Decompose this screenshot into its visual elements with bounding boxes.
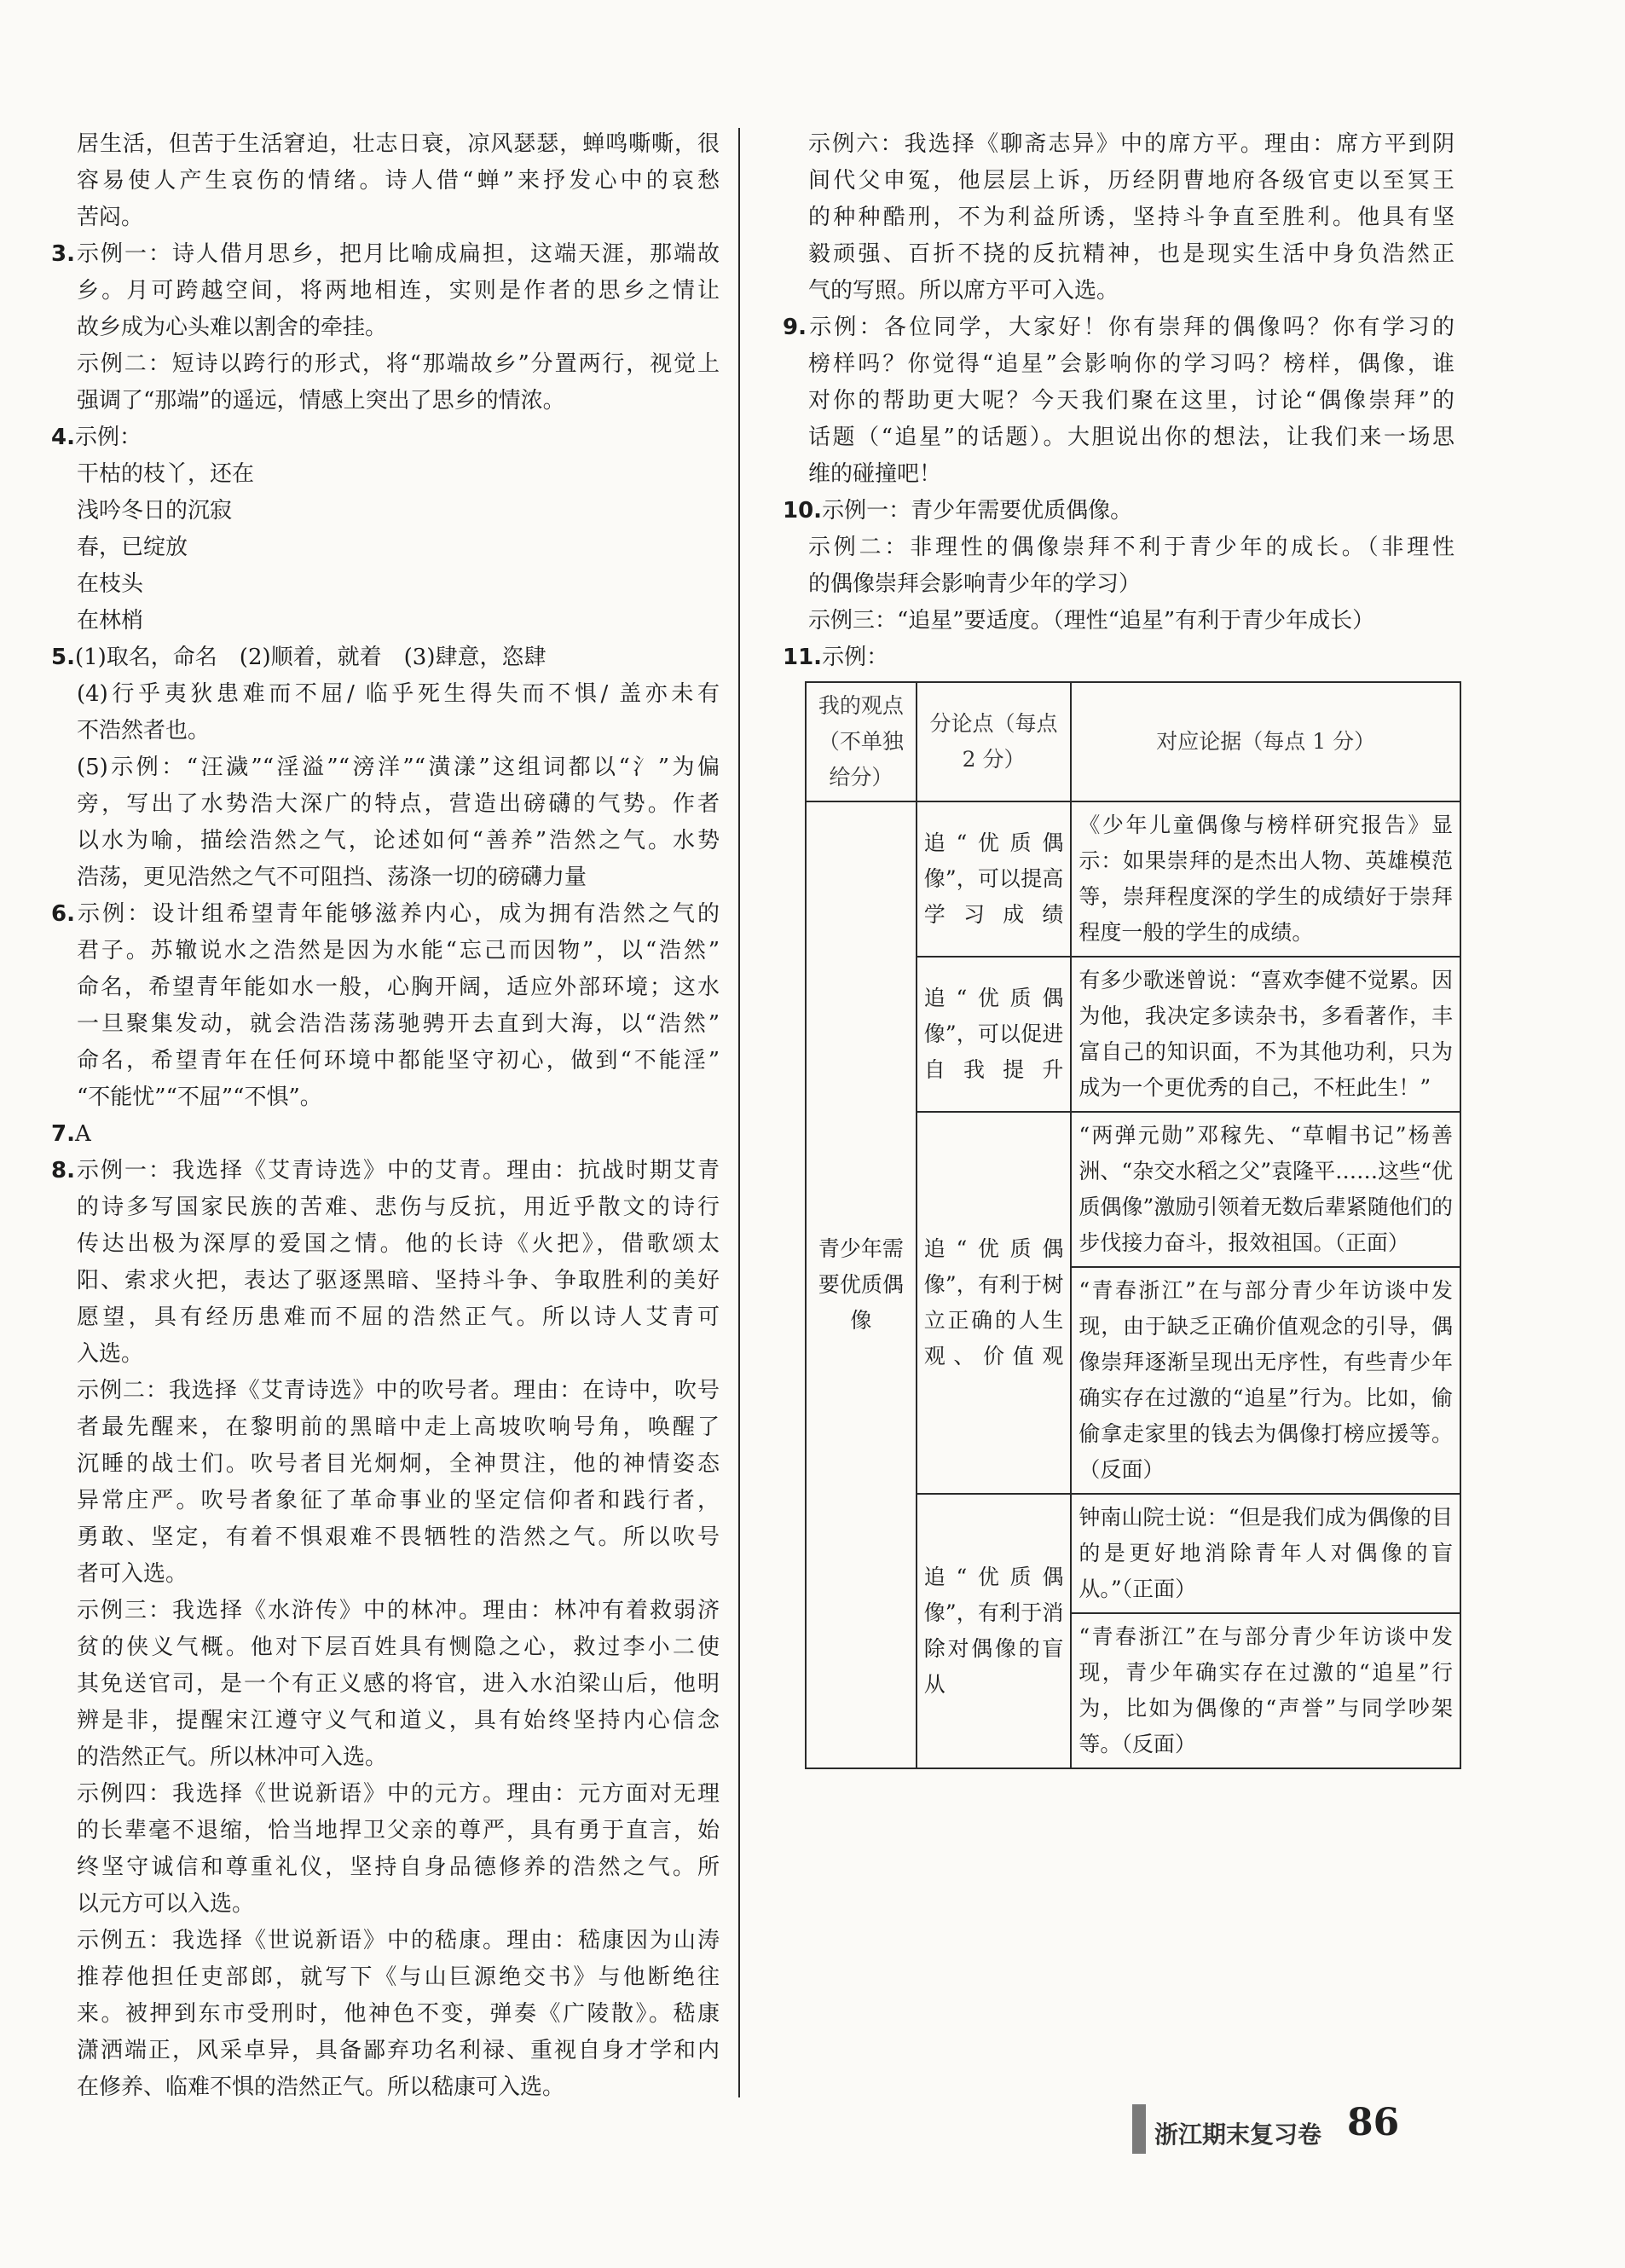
q6-number: 6. (51, 901, 75, 927)
q8-continued-line: 气的写照。所以席方平可入选。 (808, 278, 1119, 304)
q8-continued-line: 毅顽强、百折不挠的反抗精神，也是现实生活中身负浩然正 (808, 241, 1454, 267)
q8-line: 者可入选。 (77, 1561, 188, 1587)
q8-line: 愿望，具有经历患难而不屈的浩然正气。所以诗人艾青可 (77, 1305, 720, 1330)
q8-line: 的诗多写国家民族的苦难、悲伤与反抗，用近乎散文的诗行 (77, 1195, 720, 1220)
q9-line: 榜样吗？你觉得“追星”会影响你的学习吗？榜样，偶像，谁 (808, 351, 1454, 377)
q6-line: “不能忧”“不屈”“不惧”。 (77, 1085, 322, 1110)
q8-line: 勇敢、坚定，有着不惧艰难不畏牺牲的浩然之气。所以吹号 (77, 1525, 720, 1550)
q5-number: 5. (51, 645, 75, 670)
right-column (783, 126, 1454, 1769)
table-row (806, 801, 1460, 957)
q8-continued-line: 间代父申冤，他层层上诉，历经阴曹地府各级官吏以至冥王 (808, 168, 1454, 194)
q8-continued-line: 示例六：我选择《聊斋志异》中的席方平。理由：席方平到阴 (808, 131, 1454, 157)
q8-line: 在修养、临难不惧的浩然正气。所以嵇康可入选。 (77, 2074, 565, 2100)
q5-line: 不浩然者也。 (77, 718, 211, 743)
q4-line: 干枯的枝丫，还在 (77, 461, 255, 487)
q5-line: (4)行乎夷狄患难而不屈/ 临乎死生得失而不惧/ 盖亦未有 (77, 681, 720, 707)
table-header-row (806, 682, 1460, 801)
q9-text: 示例：各位同学，大家好！你有崇拜的偶像吗？你有学习的 (806, 315, 1454, 340)
q2-continued-line: 居生活，但苦于生活窘迫，壮志日衰，凉风瑟瑟，蝉鸣嘶嘶，很 (77, 131, 720, 157)
q3-line: 故乡成为心头难以割舍的牵挂。 (77, 315, 388, 340)
argument-table (805, 681, 1461, 1769)
column-divider (738, 128, 740, 2097)
q3-line (51, 236, 720, 273)
q5-text: (1)取名，命名 (2)顺着，就着 (3)肆意，恣肆 (74, 645, 546, 670)
q4-line: 春，已绽放 (77, 535, 188, 560)
q9-line: 维的碰撞吧！ (808, 461, 942, 487)
left-column (51, 126, 720, 2106)
q8-line: 异常庄严。吹号者象征了革命事业的坚定信仰者和践行者， (77, 1488, 720, 1513)
q8-line: 示例四：我选择《世说新语》中的元方。理由：元方面对无理 (77, 1781, 720, 1807)
q8-line: 来。被押到东市受刑时，他神色不变，弹奏《广陵散》。嵇康 (77, 2001, 720, 2027)
q3-text: 示例一：诗人借月思乡，把月比喻成扁担，这端天涯，那端故 (74, 241, 720, 267)
sub-point-cell: 追“优质偶像”，可以促进自我提升 (917, 957, 1072, 1112)
q8-line: 辨是非，提醒宋江遵守义气和道义，具有始终坚持内心信念 (77, 1708, 720, 1733)
q10-line: 示例二：非理性的偶像崇拜不利于青少年的成长。（非理性 (808, 535, 1454, 560)
sub-point-cell: 追“优质偶像”，有利于树立正确的人生观、价值观 (917, 1112, 1072, 1494)
q8-line: 阳、索求火把，表达了驱逐黑暗、坚持斗争、争取胜利的美好 (77, 1268, 720, 1293)
q3-number: 3. (51, 241, 75, 267)
q8-text: 示例一：我选择《艾青诗选》中的艾青。理由：抗战时期艾青 (74, 1158, 720, 1183)
q10-number: 10. (783, 498, 823, 524)
q8-line: 示例五：我选择《世说新语》中的嵇康。理由：嵇康因为山涛 (77, 1928, 720, 1953)
q8-line: 传达出极为深厚的爱国之情。他的长诗《火把》，借歌颂太 (77, 1231, 720, 1257)
q5-line: 浩荡，更见浩然之气不可阻挡、荡涤一切的磅礴力量 (77, 865, 587, 890)
table-header-cell: 对应论据（每点 1 分） (1071, 682, 1460, 801)
q8-line: 的长辈毫不退缩，恰当地捍卫父亲的尊严，具有勇于直言，始 (77, 1818, 720, 1843)
q6-line: 命名，希望青年在任何环境中都能坚守初心，做到“不能淫” (77, 1048, 720, 1073)
q6-line (51, 896, 720, 933)
q10-line: 的偶像崇拜会影响青少年的学习） (808, 571, 1142, 597)
q8-line: 沉睡的战士们。吹号者目光炯炯，全神贯注，他的神情姿态 (77, 1451, 720, 1477)
q8-line (51, 1153, 720, 1189)
q2-continued-line: 苦闷。 (77, 205, 144, 230)
q8-line: 贫的侠义气概。他对下层百姓具有恻隐之心，救过李小二使 (77, 1634, 720, 1660)
q9-line: 对你的帮助更大呢？今天我们聚在这里，讨论“偶像崇拜”的 (808, 388, 1454, 414)
q7-answer: A (74, 1121, 91, 1147)
q8-line: 示例三：我选择《水浒传》中的林冲。理由：林冲有着救弱济 (77, 1598, 720, 1623)
q7-line (51, 1116, 720, 1153)
q5-line (51, 639, 720, 676)
q4-line: 在枝头 (77, 571, 144, 597)
q9-line: 话题（“追星”的话题）。大胆说出你的想法，让我们来一场思 (808, 425, 1454, 450)
q8-line: 潇洒端正，风采卓异，具备鄙弃功名利禄、重视自身才学和内 (77, 2038, 720, 2063)
sub-point-cell: 追“优质偶像”，可以提高学习成绩 (917, 801, 1072, 957)
footer-bar (1132, 2104, 1146, 2154)
q3-line: 乡。月可跨越空间，将两地相连，实则是作者的思乡之情让 (77, 278, 720, 304)
q10-line (783, 493, 1454, 529)
evidence-cell: “青春浙江”在与部分青少年访谈中发现，由于缺乏正确价值观念的引导，偶像崇拜逐渐呈现出无序性，有些青少年确实存在过激的“追星”行为。比如，偷偷拿走家里的钱去为偶像打榜应援等。（反面） (1071, 1267, 1460, 1494)
q7-number: 7. (51, 1121, 75, 1147)
viewpoint-cell: 青少年需要优质偶像 (806, 801, 917, 1768)
evidence-cell: 《少年儿童偶像与榜样研究报告》显示：如果崇拜的是杰出人物、英雄模范等，崇拜程度深的学生的成绩好于崇拜程度一般的学生的成绩。 (1071, 801, 1460, 957)
table-header-cell: 分论点（每点 2 分） (917, 682, 1072, 801)
q8-line: 者最先醒来，在黎明前的黑暗中走上高坡吹响号角，唤醒了 (77, 1415, 720, 1440)
q4-number: 4. (51, 425, 75, 450)
evidence-cell: 钟南山院士说：“但是我们成为偶像的目的是更好地消除青年人对偶像的盲从。”（正面） (1071, 1494, 1460, 1613)
q2-continued-line: 容易使人产生哀伤的情绪。诗人借“蝉”来抒发心中的哀愁 (77, 168, 720, 194)
page-footer (1132, 2099, 1473, 2157)
q6-text: 示例：设计组希望青年能够滋养内心，成为拥有浩然之气的 (74, 901, 720, 927)
q10-text: 示例一：青少年需要优质偶像。 (822, 498, 1133, 524)
q5-line: (5)示例：“汪濊”“淫溢”“滂洋”“潢漾”这组词都以“氵”为偏 (77, 755, 720, 780)
evidence-cell: 有多少歌迷曾说：“喜欢李健不觉累。因为他，我决定多读杂书，多看著作，丰富自己的知识面，不为其他功利，只为成为一个更优秀的自己，不枉此生！” (1071, 957, 1460, 1112)
q4-text: 示例： (74, 425, 142, 450)
q5-line: 以水为喻，描绘浩然之气，论述如何“善养”浩然之气。水势 (77, 828, 720, 853)
q6-line: 一旦聚集发动，就会浩浩荡荡驰骋开去直到大海，以“浩然” (77, 1011, 720, 1037)
q10-line: 示例三：“追星”要适度。（理性“追星”有利于青少年成长） (808, 608, 1375, 634)
q11-intro: 示例： (822, 645, 889, 670)
page-number: 86 (1347, 2101, 1400, 2144)
q8-continued-line: 的种种酷刑，不为利益所诱，坚持斗争直至胜利。他具有坚 (808, 205, 1454, 230)
q8-line: 推荐他担任吏部郎，就写下《与山巨源绝交书》与他断绝往 (77, 1964, 720, 1990)
q5-line: 旁，写出了水势浩大深广的特点，营造出磅礴的气势。作者 (77, 791, 720, 817)
q8-line: 的浩然正气。所以林冲可入选。 (77, 1744, 388, 1770)
evidence-cell: “青春浙江”在与部分青少年访谈中发现，青少年确实存在过激的“追星”行为，比如为偶像的“声誉”与同学吵架等。（反面） (1071, 1613, 1460, 1768)
evidence-cell: “两弹元勋”邓稼先、“草帽书记”杨善洲、“杂交水稻之父”袁隆平……这些“优质偶像”激励引领着无数后辈紧随他们的步伐接力奋斗，报效祖国。（正面） (1071, 1112, 1460, 1267)
q8-number: 8. (51, 1158, 75, 1183)
q11-number: 11. (783, 645, 823, 670)
q11-line (783, 639, 1454, 676)
q8-line: 终坚守诚信和尊重礼仪，坚持自身品德修养的浩然之气。所 (77, 1854, 720, 1880)
q4-line (51, 419, 720, 456)
q8-line: 其免送官司，是一个有正义感的将官，进入水泊梁山后，他明 (77, 1671, 720, 1697)
q4-line: 在林梢 (77, 608, 144, 634)
q3-line: 强调了“那端”的遥远，情感上突出了思乡的情浓。 (77, 388, 565, 414)
q8-line: 以元方可以入选。 (77, 1891, 255, 1917)
q9-line (783, 310, 1454, 346)
footer-title: 浙江期末复习卷 (1154, 2120, 1322, 2149)
q4-line: 浅吟冬日的沉寂 (77, 498, 233, 524)
q6-line: 命名，希望青年能如水一般，心胸开阔，适应外部环境；这水 (77, 975, 720, 1000)
sub-point-cell: 追“优质偶像”，有利于消除对偶像的盲从 (917, 1494, 1072, 1768)
q8-line: 入选。 (77, 1341, 144, 1367)
table-header-cell: 我的观点（不单独给分） (806, 682, 917, 801)
q8-line: 示例二：我选择《艾青诗选》中的吹号者。理由：在诗中，吹号 (77, 1378, 720, 1403)
q6-line: 君子。苏辙说水之浩然是因为水能“忘己而因物”，以“浩然” (77, 938, 720, 963)
q3-line: 示例二：短诗以跨行的形式，将“那端故乡”分置两行，视觉上 (77, 351, 720, 377)
q9-number: 9. (783, 315, 807, 340)
